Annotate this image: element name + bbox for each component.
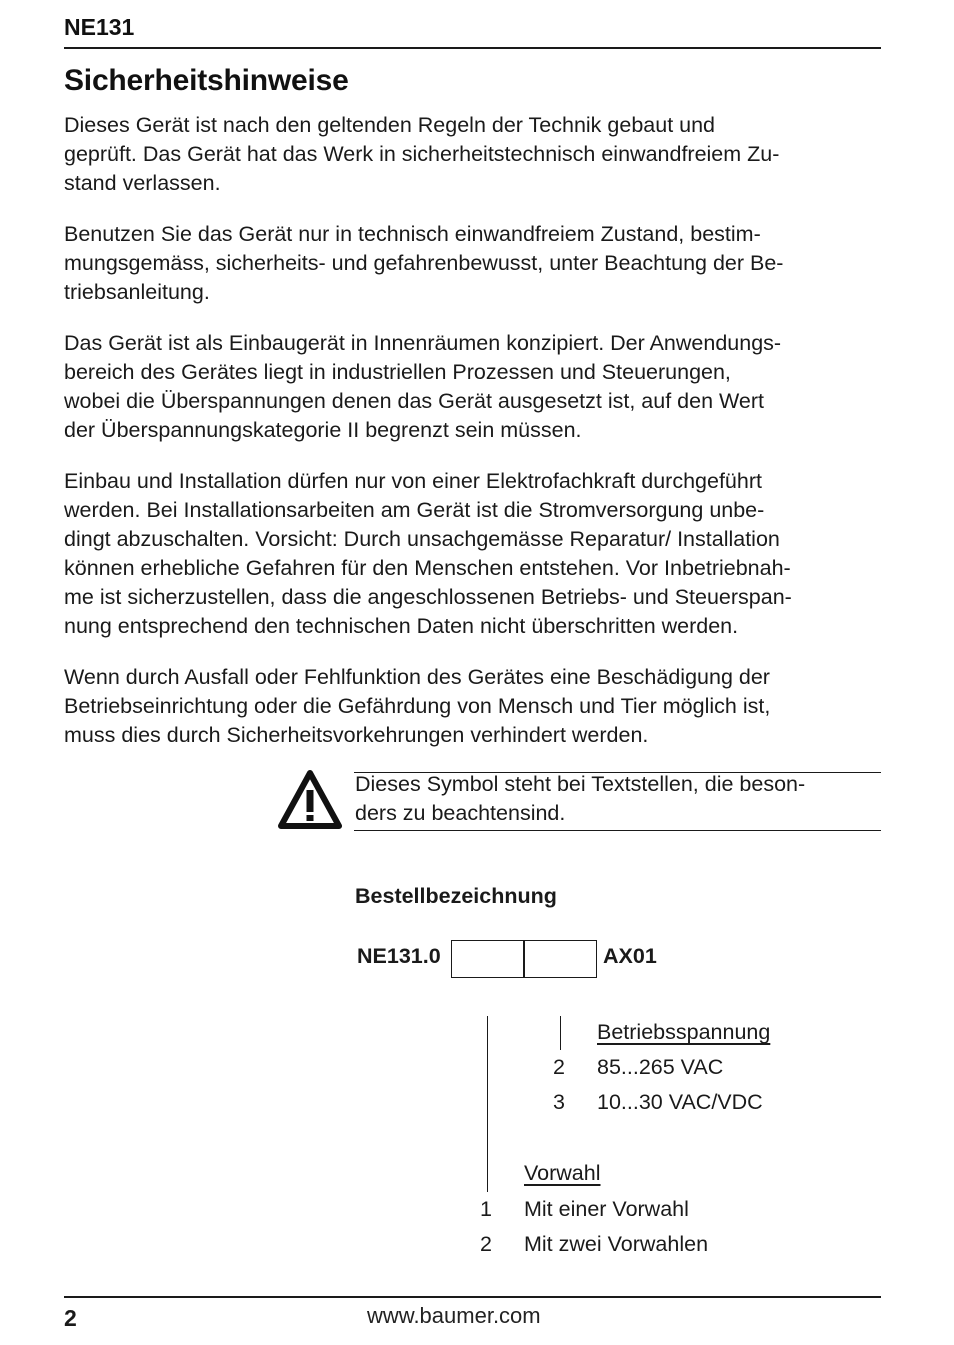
page-title: Sicherheitshinweise — [64, 64, 349, 97]
paragraph-5 — [64, 663, 876, 750]
preset-tree-line — [487, 1016, 488, 1192]
order-code-box-preset — [451, 940, 525, 978]
supply-tree-line — [560, 1016, 561, 1050]
text-line: können erhebliche Gefahren für den Menschen entstehen. Vor Inbetriebnah- — [64, 556, 791, 580]
supply-option-label: 10...30 VAC/VDC — [597, 1090, 763, 1114]
text-line: Einbau und Installation dürfen nur von einer Elektrofachkraft durchgeführt — [64, 469, 762, 493]
text-line: triebsanleitung. — [64, 280, 210, 304]
text-line: nung entsprechend den technischen Daten nicht überschritten werden. — [64, 614, 739, 638]
footer-url: www.baumer.com — [367, 1303, 541, 1328]
supply-option-label: 85...265 VAC — [597, 1055, 724, 1079]
footer-rule — [64, 1296, 881, 1298]
paragraph-3 — [64, 329, 876, 445]
text-line: wobei die Überspannungen denen das Gerät ausgesetzt ist, auf den Wert — [64, 389, 764, 413]
text-line: ders zu beachtensind. — [355, 801, 566, 825]
text-line: Dieses Gerät ist nach den geltenden Regeln der Technik gebaut und — [64, 113, 716, 137]
text-line: Wenn durch Ausfall oder Fehlfunktion des Gerätes eine Beschädigung der — [64, 665, 770, 689]
header-product-code: NE131 — [64, 14, 135, 40]
text-line: Das Gerät ist als Einbaugerät in Innenräumen konzipiert. Der Anwendungs- — [64, 331, 782, 355]
paragraph-2 — [64, 220, 876, 307]
text-line: dingt abzuschalten. Vorsicht: Durch unsachgemässe Reparatur/ Installation — [64, 527, 780, 551]
order-code-box-supply — [523, 940, 597, 978]
paragraph-1 — [64, 111, 876, 198]
warning-note-text — [355, 770, 805, 828]
note-bottom-rule — [354, 830, 881, 831]
preset-option-label: Mit zwei Vorwahlen — [524, 1232, 709, 1256]
text-line: Betriebseinrichtung oder die Gefährdung von Mensch und Tier möglich ist, — [64, 694, 771, 718]
preset-option-num: 1 — [480, 1197, 492, 1221]
text-line: me ist sicherzustellen, dass die angeschlossenen Betriebs- und Steuerspan- — [64, 585, 792, 609]
supply-option-num: 3 — [553, 1090, 565, 1114]
text-line: geprüft. Das Gerät hat das Werk in sicherheitstechnisch einwandfreiem Zu- — [64, 142, 780, 166]
supply-heading: Betriebsspannung — [597, 1020, 771, 1044]
order-code-title: Bestellbezeichnung — [355, 884, 557, 908]
text-line: stand verlassen. — [64, 171, 221, 195]
text-line: mungsgemäss, sicherheits- und gefahrenbewusst, unter Beachtung der Be- — [64, 251, 784, 275]
text-line: Dieses Symbol steht bei Textstellen, die beson- — [355, 772, 806, 796]
text-line: werden. Bei Installationsarbeiten am Gerät ist die Stromversorgung unbe- — [64, 498, 765, 522]
text-line: muss dies durch Sicherheitsvorkehrungen verhindert werden. — [64, 723, 649, 747]
text-line: Benutzen Sie das Gerät nur in technisch einwandfreiem Zustand, bestim- — [64, 222, 761, 246]
warning-triangle-icon — [278, 768, 342, 832]
text-line: bereich des Gerätes liegt in industriellen Prozessen und Steuerungen, — [64, 360, 731, 384]
paragraph-4 — [64, 467, 876, 641]
page-number: 2 — [64, 1305, 77, 1331]
order-code-suffix: AX01 — [603, 944, 657, 968]
preset-option-label: Mit einer Vorwahl — [524, 1197, 689, 1221]
header-rule — [64, 47, 881, 49]
text-line: der Überspannungskategorie II begrenzt sein müssen. — [64, 418, 582, 442]
preset-option-num: 2 — [480, 1232, 492, 1256]
order-code-prefix: NE131.0 — [357, 944, 441, 968]
preset-heading: Vorwahl — [524, 1161, 601, 1185]
supply-option-num: 2 — [553, 1055, 565, 1079]
